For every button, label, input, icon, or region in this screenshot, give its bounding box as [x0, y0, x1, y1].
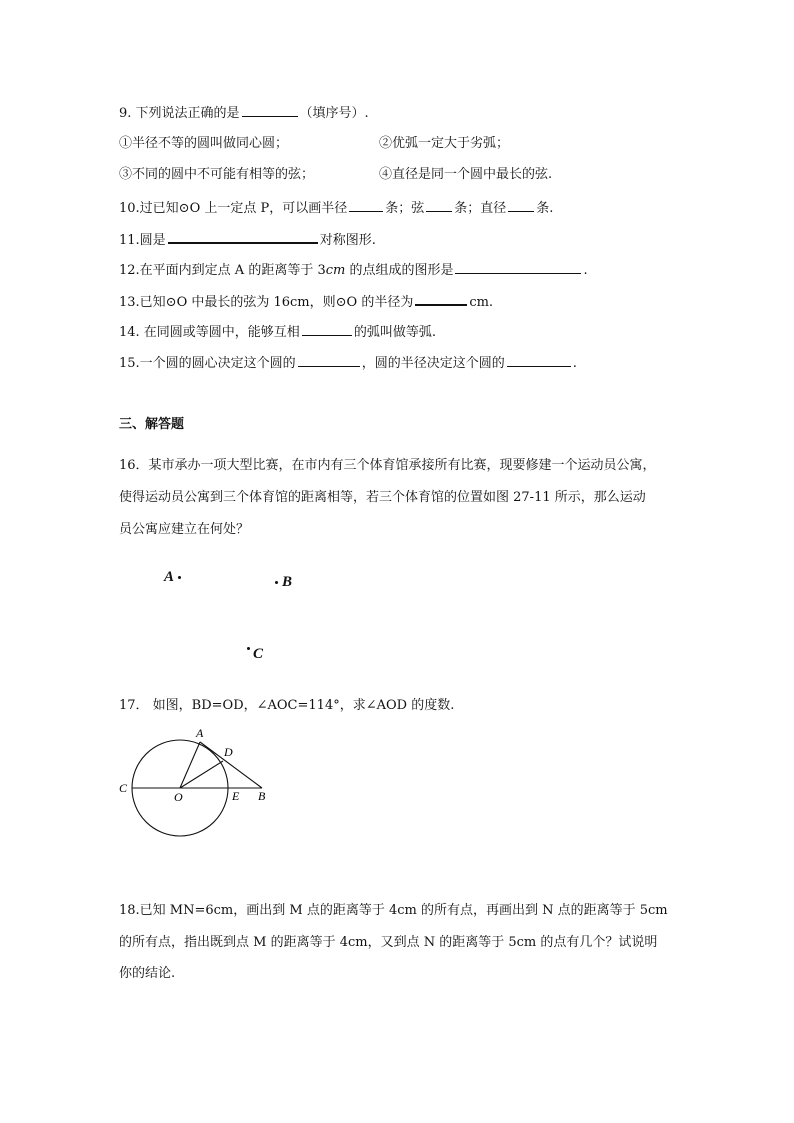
q17-circle-figure — [110, 722, 280, 842]
q15-blank-2[interactable] — [507, 354, 571, 367]
q10-text-a: 10.过已知⊙O 上一定点 P，可以画半径 — [119, 201, 348, 216]
question-9-stem — [119, 104, 369, 122]
q10-blank-radius[interactable] — [349, 199, 383, 212]
q14-text-a: 14. 在同圆或等圆中，能够互相 — [119, 325, 300, 340]
q12-text-a: 12.在平面内到定点 A 的距离等于 3 — [119, 263, 326, 278]
q9-option-3: ③不同的圆中不可能有相等的弦； — [119, 167, 315, 182]
q16-line-2: 使得运动员公寓到三个体育馆的距离相等，若三个体育馆的位置如图 27-11 所示，那么运动 — [119, 490, 646, 505]
point-c-label: C — [253, 646, 264, 662]
q9-option-1: ①半径不等的圆叫做同心圆； — [119, 136, 289, 151]
label-o: O — [174, 790, 183, 804]
q10-text-b: 条；弦 — [385, 201, 425, 216]
q18-line-1: 18.已知 MN=6cm，画出到 M 点的距离等于 4cm 的所有点，再画出到 N 点的距离等于 5cm — [119, 903, 668, 918]
q9-option-4: ④直径是同一个圆中最长的弦. — [379, 167, 553, 182]
q13-text-b: cm. — [469, 295, 494, 310]
q15-blank-1[interactable] — [298, 354, 360, 367]
q10-blank-diameter[interactable] — [508, 199, 534, 212]
label-e: E — [232, 789, 240, 803]
q14-answer-blank[interactable] — [302, 323, 352, 336]
q12-text-b: 的点组成的图形是 — [345, 263, 454, 278]
q11-answer-blank[interactable] — [168, 230, 318, 244]
q14-text-b: 的弧叫做等弧. — [353, 325, 436, 340]
q18-line-3: 你的结论. — [119, 966, 176, 981]
label-a: A — [196, 726, 204, 740]
q13-text-a: 13.已知⊙O 中最长的弦为 16cm，则⊙O 的半径为 — [119, 295, 414, 310]
question-11 — [119, 230, 376, 249]
q12-answer-blank[interactable] — [455, 261, 581, 274]
q18-line-2: 的所有点，指出既到点 M 的距离等于 4cm，又到点 N 的距离等于 5cm 的点有几个？试说明 — [119, 935, 658, 950]
point-a-dot — [178, 576, 181, 579]
q12-unit: cm — [325, 263, 346, 278]
question-10 — [119, 199, 553, 217]
label-c: C — [119, 781, 128, 795]
q13-answer-blank[interactable] — [415, 292, 467, 306]
q9-option-2: ②优弧一定大于劣弧； — [379, 136, 510, 151]
label-d: D — [224, 745, 233, 759]
q11-text-a: 11.圆是 — [119, 233, 166, 248]
point-c-dot — [247, 647, 250, 650]
q10-blank-chord[interactable] — [426, 199, 452, 212]
q15-text-a: 15.一个圆的圆心决定这个圆的 — [119, 356, 296, 371]
point-b-dot — [275, 581, 278, 584]
q16-line-3: 员公寓应建立在何处？ — [119, 522, 250, 537]
q16-line-1: 16．某市承办一项大型比赛，在市内有三个体育馆承接所有比赛，现要修建一个运动员公寓， — [119, 458, 656, 473]
q9-text-b: （填序号）. — [299, 106, 369, 121]
q9-answer-blank[interactable] — [242, 104, 298, 117]
q15-text-b: ，圆的半径决定这个圆的 — [361, 356, 505, 371]
section-heading: 三、解答题 — [119, 417, 185, 432]
q10-text-c: 条；直径 — [454, 201, 507, 216]
q15-text-c: . — [572, 356, 577, 371]
question-12 — [119, 261, 588, 279]
question-13 — [119, 292, 493, 311]
label-b: B — [258, 789, 266, 803]
q10-text-d: 条. — [536, 201, 554, 216]
q17-stem: 17． 如图，BD=OD，∠AOC=114°，求∠AOD 的度数. — [119, 698, 455, 713]
q11-text-b: 对称图形. — [319, 233, 376, 248]
q12-text-c: . — [583, 263, 588, 278]
q9-text-a: 9. 下列说法正确的是 — [119, 106, 240, 121]
question-15 — [119, 354, 577, 372]
point-a-label: A — [164, 569, 175, 585]
question-14 — [119, 323, 436, 341]
point-b-label: B — [282, 574, 293, 590]
